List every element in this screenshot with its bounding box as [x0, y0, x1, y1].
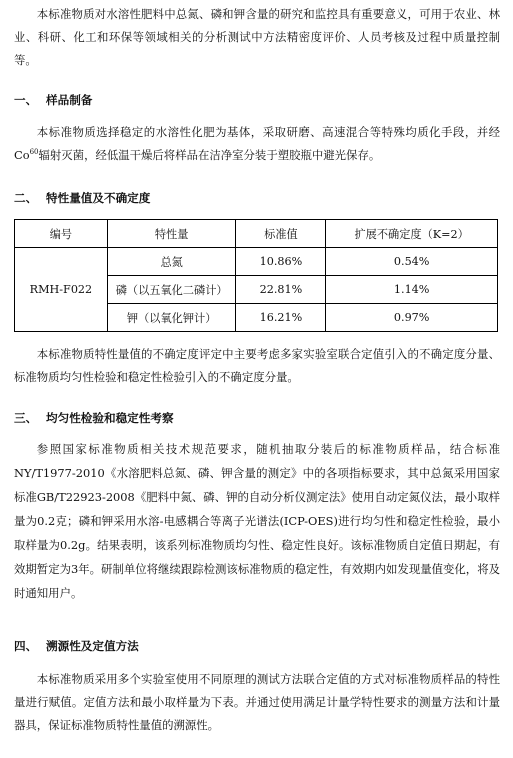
header-property: 特性量: [107, 220, 236, 248]
section-1-number: 一、: [14, 93, 38, 107]
cell-uncertainty: 0.97%: [326, 304, 498, 332]
cell-value: 10.86%: [236, 248, 326, 276]
header-value: 标准值: [236, 220, 326, 248]
section-3-paragraph: 参照国家标准物质相关技术规范要求，随机抽取分装后的标准物质样品，结合标准NY/T1977-2010《水溶肥料总氮、磷、钾含量的测定》中的各项指标要求，其中总氮采用国家标准GB/T22923-2008《肥料中氮、磷、钾的自动分析仪测定法》使用自动定氮仪法，最小取样量为0.2克；磷和钾采用水溶-电感耦合等离子光谱法(ICP-OES)进行均匀性和稳定性检验，最小取样量为0.2g。结果表明，该系列标准物质均匀性、稳定性良好。该标准物质自定值日期起，有效期暂定为3年。研制单位将继续跟踪检测该标准物质的稳定性，有效期内如发现量值变化，将及时通知用户。: [14, 442, 500, 600]
section-1-heading: [14, 92, 92, 108]
cell-value: 22.81%: [236, 276, 326, 304]
table-row: [15, 248, 498, 276]
cell-uncertainty: 0.54%: [326, 248, 498, 276]
cell-property: 磷（以五氧化二磷计）: [107, 276, 236, 304]
section-2-heading: [14, 190, 150, 206]
cell-id: RMH-F022: [15, 248, 108, 332]
header-id: 编号: [15, 220, 108, 248]
section-2-paragraph: 本标准物质特性量值的不确定度评定中主要考虑多家实验室联合定值引入的不确定度分量、标准物质均匀性检验和稳定性检验引入的不确定度分量。: [14, 347, 500, 384]
section-4-paragraph: 本标准物质采用多个实验室使用不同原理的测试方法联合定值的方式对标准物质样品的特性量进行赋值。定值方法和最小取样量为下表。并通过使用满足计量学特性要求的测量方法和计量器具，保证标准物质特性量值的溯源性。: [14, 672, 500, 732]
section-3-number: 三、: [14, 411, 38, 425]
section-4-number: 四、: [14, 639, 38, 653]
cell-value: 16.21%: [236, 304, 326, 332]
table-header-row: [15, 220, 498, 248]
header-uncertainty: 扩展不确定度（K=2）: [326, 220, 498, 248]
section-3-heading: [14, 410, 174, 426]
section-3-title: 均匀性检验和稳定性考察: [46, 411, 174, 425]
section-2-title: 特性量值及不确定度: [46, 191, 151, 205]
property-table: [14, 219, 498, 332]
cell-property: 钾（以氧化钾计）: [107, 304, 236, 332]
isotope-superscript: 60: [29, 148, 39, 157]
section-1-paragraph: [14, 121, 500, 167]
section-2-number: 二、: [14, 191, 38, 205]
intro-paragraph: 本标准物质对水溶性肥料中总氮、磷和钾含量的研究和监控具有重要意义，可用于农业、林业、科研、化工和环保等领域相关的分析测试中方法精密度评价、人员考核及过程中质量控制等。: [14, 7, 500, 67]
section-1-text-after: 辐射灭菌，经低温干燥后将样品在洁净室分装于塑胶瓶中避光保存。: [38, 148, 381, 162]
cell-uncertainty: 1.14%: [326, 276, 498, 304]
section-1-text-before: 本标准物质选择稳定的水溶性化肥为基体，采取研磨、高速混合等特殊均质化手段，并经Co: [14, 125, 500, 162]
cell-property: 总氮: [107, 248, 236, 276]
section-1-title: 样品制备: [46, 93, 93, 107]
section-4-heading: [14, 638, 139, 654]
section-4-title: 溯源性及定值方法: [46, 639, 139, 653]
